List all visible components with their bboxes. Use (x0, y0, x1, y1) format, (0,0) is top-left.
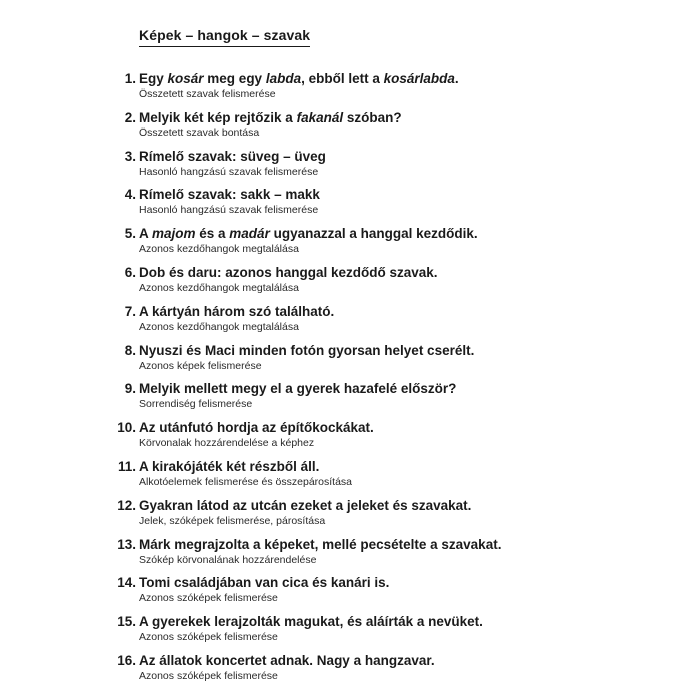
title-underline (139, 46, 310, 47)
item-title-emphasis: fakanál (296, 109, 344, 125)
item-title-text: szóban? (343, 109, 402, 125)
item-title-text: Tomi családjában van cica és kanári is. (139, 575, 390, 591)
item-title-text: Dob és daru: azonos hanggal kezdődő szavak. (139, 264, 438, 280)
item-title-text: Márk megrajzolta a képeket, mellé pecsételte a szavakat. (139, 536, 502, 552)
item-title (139, 380, 456, 397)
item-number: 8. (124, 342, 136, 358)
list-item (112, 419, 672, 458)
item-number: 9. (124, 381, 136, 397)
list-item (112, 186, 672, 225)
item-number: 15. (117, 614, 136, 630)
item-title (139, 186, 320, 203)
item-title-text: . (454, 71, 459, 86)
item-number: 4. (124, 187, 136, 203)
item-title-text: Egy (139, 71, 168, 86)
item-number: 5. (124, 226, 136, 242)
item-description: Hasonló hangzású szavak felismerése (139, 165, 319, 178)
list-item (112, 497, 672, 536)
item-number: 3. (124, 148, 136, 164)
item-description: Összetett szavak bontása (139, 126, 260, 139)
item-title-text: meg egy (203, 71, 266, 86)
item-number: 14. (117, 575, 136, 591)
item-title-emphasis: labda (265, 71, 302, 86)
list-item (112, 264, 672, 303)
list-item (112, 380, 672, 419)
item-title (139, 652, 435, 669)
item-description: Összetett szavak felismerése (139, 88, 276, 100)
exercise-list (112, 70, 672, 691)
item-title-text: , ebből lett a (301, 71, 384, 86)
item-number: 11. (117, 458, 136, 474)
item-title (139, 70, 459, 87)
item-number: 6. (124, 264, 136, 280)
item-number: 7. (124, 303, 136, 319)
item-title-text: A gyerekek lerajzolták magukat, és aláírták a nevüket. (139, 614, 483, 630)
item-description: Körvonalak hozzárendelése a képhez (139, 437, 315, 450)
item-title-emphasis: kosár (167, 71, 204, 86)
item-description: Azonos szóképek felismerése (139, 631, 278, 644)
item-title-emphasis: majom (152, 226, 196, 242)
item-number: 13. (117, 536, 136, 552)
item-description: Azonos szóképek felismerése (139, 592, 278, 605)
item-title-text: ugyanazzal a hanggal kezdődik. (269, 226, 478, 242)
item-title (139, 264, 438, 281)
list-item (112, 536, 672, 575)
item-title (139, 109, 402, 126)
item-description: Azonos szóképek felismerése (139, 669, 278, 682)
list-item (112, 342, 672, 381)
item-title-text: A (139, 226, 152, 242)
item-number: 10. (117, 420, 136, 436)
item-title-emphasis: madár (229, 226, 270, 242)
item-title-emphasis: kosárlabda (383, 71, 455, 86)
item-title-text: Az állatok koncertet adnak. Nagy a hangzavar. (139, 652, 435, 668)
item-title (139, 613, 483, 630)
item-title-text: Melyik két kép rejtőzik a (139, 109, 297, 125)
list-item (112, 458, 672, 497)
item-description: Alkotóelemek felismerése és összepárosítása (139, 475, 353, 488)
item-title (139, 497, 471, 514)
list-item (112, 109, 672, 148)
item-title (139, 458, 319, 475)
list-item (112, 225, 672, 264)
item-description: Jelek, szóképek felismerése, párosítása (139, 514, 326, 527)
item-description: Sorrendiség felismerése (139, 398, 253, 411)
item-title-text: Gyakran látod az utcán ezeket a jeleket és szavakat. (139, 497, 472, 513)
item-title-text: Nyuszi és Maci minden fotón gyorsan helyet cserélt. (139, 342, 475, 358)
page-title: Képek – hangok – szavak (139, 27, 311, 43)
item-number: 12. (117, 497, 136, 513)
item-title-text: Az utánfutó hordja az építőkockákat. (139, 420, 374, 436)
item-title (139, 536, 501, 553)
list-item (112, 70, 672, 109)
item-title (139, 148, 326, 165)
item-title-text: A kártyán három szó található. (139, 303, 335, 319)
item-description: Hasonló hangzású szavak felismerése (139, 204, 319, 217)
item-number: 2. (124, 109, 136, 125)
item-description: Szókép körvonalának hozzárendelése (139, 553, 317, 566)
item-title-text: és a (195, 226, 230, 242)
list-item (112, 148, 672, 187)
list-item (112, 652, 672, 691)
item-description: Azonos kezdőhangok megtalálása (139, 243, 299, 256)
item-title-text: A kirakójáték két részből áll. (139, 458, 320, 474)
list-item (112, 574, 672, 613)
list-item (112, 613, 672, 652)
item-number: 16. (117, 652, 136, 668)
item-title (139, 225, 478, 242)
item-description: Azonos kezdőhangok megtalálása (139, 281, 299, 294)
item-title-text: Melyik mellett megy el a gyerek hazafelé először? (139, 381, 457, 397)
item-description: Azonos képek felismerése (139, 359, 262, 372)
item-title (139, 419, 374, 436)
item-title (139, 574, 389, 591)
item-title-text: Rímelő szavak: süveg – üveg (139, 148, 326, 164)
item-description: Azonos kezdőhangok megtalálása (139, 320, 299, 333)
item-title-text: Rímelő szavak: sakk – makk (139, 187, 320, 203)
item-number: 1. (124, 71, 136, 86)
item-title (139, 342, 474, 359)
list-item (112, 303, 672, 342)
item-title (139, 303, 334, 320)
